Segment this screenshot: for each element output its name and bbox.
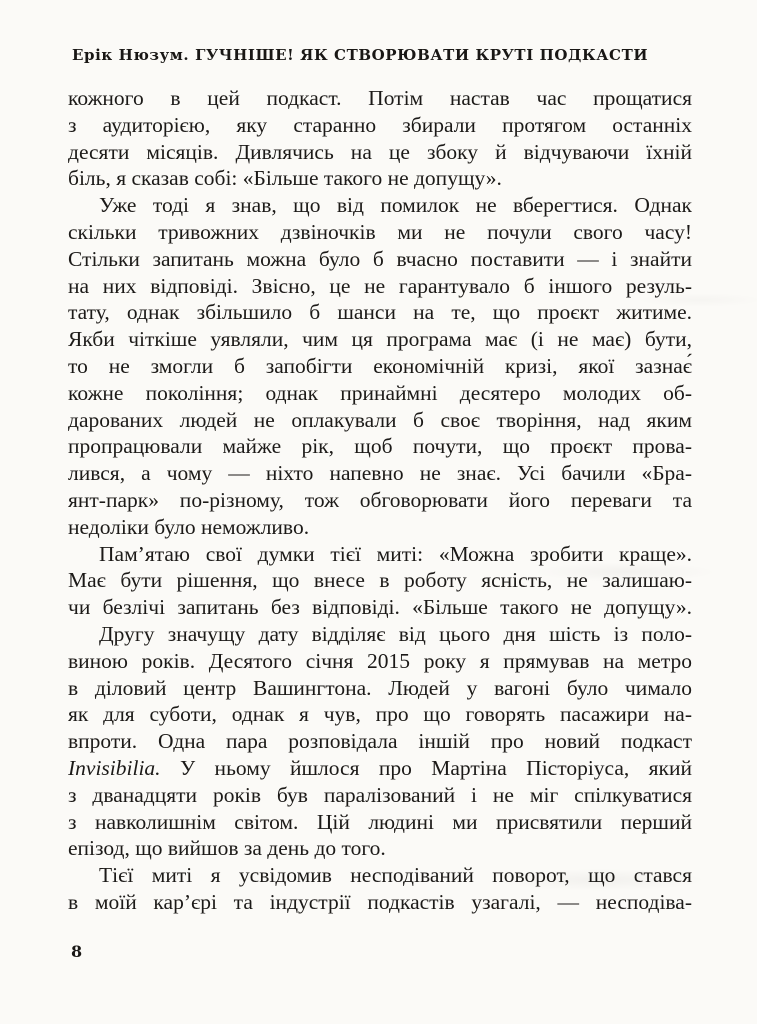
text-line: Стільки запитань можна було б вчасно поставити — і знайти bbox=[68, 246, 692, 271]
text-line: Якби чіткіше уявляли, чим ця програма має (і не має) бути, bbox=[68, 327, 692, 352]
page-body bbox=[68, 85, 692, 916]
text-line: пропрацювали майже рік, щоб почути, що проєкт прова- bbox=[68, 434, 692, 459]
running-header: Ерік Нюзум. ГУЧНІШЕ! ЯК СТВОРЮВАТИ КРУТІ ПОДКАСТИ bbox=[72, 46, 649, 64]
text-line: то не змогли б запобігти економічній кризі, якої зазнає́ bbox=[68, 353, 692, 378]
text-line-rest: У ньому йшлося про Мартіна Пісторіуса, який bbox=[160, 755, 692, 780]
text-line: десяти місяців. Дивлячись на це збоку й відчуваючи їхній bbox=[68, 139, 692, 164]
paragraph-2 bbox=[68, 192, 692, 540]
paragraph-3 bbox=[68, 541, 692, 621]
text-line: в діловий центр Вашингтона. Людей у вагоні було чимало bbox=[68, 675, 692, 700]
text-line: Другу значущу дату відділяє від цього дня шість із поло- bbox=[99, 621, 692, 646]
text-line-with-title bbox=[68, 755, 692, 782]
paragraph-5 bbox=[68, 862, 692, 916]
text-line: недоліки було неможливо. bbox=[68, 514, 310, 539]
text-line: біль, я сказав собі: «Більше такого не допущу». bbox=[68, 166, 502, 191]
paragraph-1 bbox=[68, 85, 692, 192]
text-line: на них відповіді. Звісно, це не гарантувало б іншого резуль- bbox=[68, 273, 692, 298]
text-line: з навколишнім світом. Цій людині ми присвятили перший bbox=[68, 809, 692, 834]
text-line: чи безлічі запитань без відповіді. «Більше такого не допущу». bbox=[68, 595, 692, 620]
text-line: кожне покоління; однак принаймні десятеро молодих об- bbox=[68, 380, 692, 405]
text-line: скільки тривожних дзвіночків ми не почули свого часу! bbox=[68, 219, 692, 244]
text-line: з аудиторією, яку старанно збирали протягом останніх bbox=[68, 112, 692, 137]
podcast-title-italic: Invisibilia. bbox=[68, 755, 161, 780]
paragraph-4 bbox=[68, 621, 692, 862]
text-line: епізод, що вийшов за день до того. bbox=[68, 836, 386, 861]
text-line: лився, а чому — ніхто напевно не знає. Усі бачили «Бра- bbox=[68, 461, 692, 486]
text-line: тату, однак збільшило б шанси на те, що проєкт житиме. bbox=[68, 300, 692, 325]
page-number: 8 bbox=[71, 942, 83, 961]
text-line: як для суботи, однак я чув, про що говорять пасажири на- bbox=[68, 702, 692, 727]
text-line: з дванадцяти років був паралізований і не міг спілкуватися bbox=[68, 782, 692, 807]
text-line: янт-парк» по-різному, тож обговорювати його переваги та bbox=[68, 487, 692, 512]
text-line: кожного в цей подкаст. Потім настав час прощатися bbox=[68, 86, 692, 110]
text-line: виною років. Десятого січня 2015 року я прямував на метро bbox=[68, 648, 692, 673]
text-line: Уже тоді я знав, що від помилок не вберегтися. Однак bbox=[99, 193, 692, 218]
text-line: дарованих людей не оплакували б своє творіння, над яким bbox=[68, 407, 692, 432]
text-line: Пам’ятаю свої думки тієї миті: «Можна зробити краще». bbox=[99, 541, 692, 566]
text-line: Має бути рішення, що внесе в роботу ясність, не залишаю- bbox=[68, 568, 692, 593]
text-line: впроти. Одна пара розповідала іншій про новий подкаст bbox=[68, 729, 692, 754]
text-line: Тієї миті я усвідомив несподіваний поворот, що стався bbox=[99, 863, 692, 888]
text-line: в моїй кар’єрі та індустрії подкастів узагалі, — несподіва- bbox=[68, 889, 692, 914]
